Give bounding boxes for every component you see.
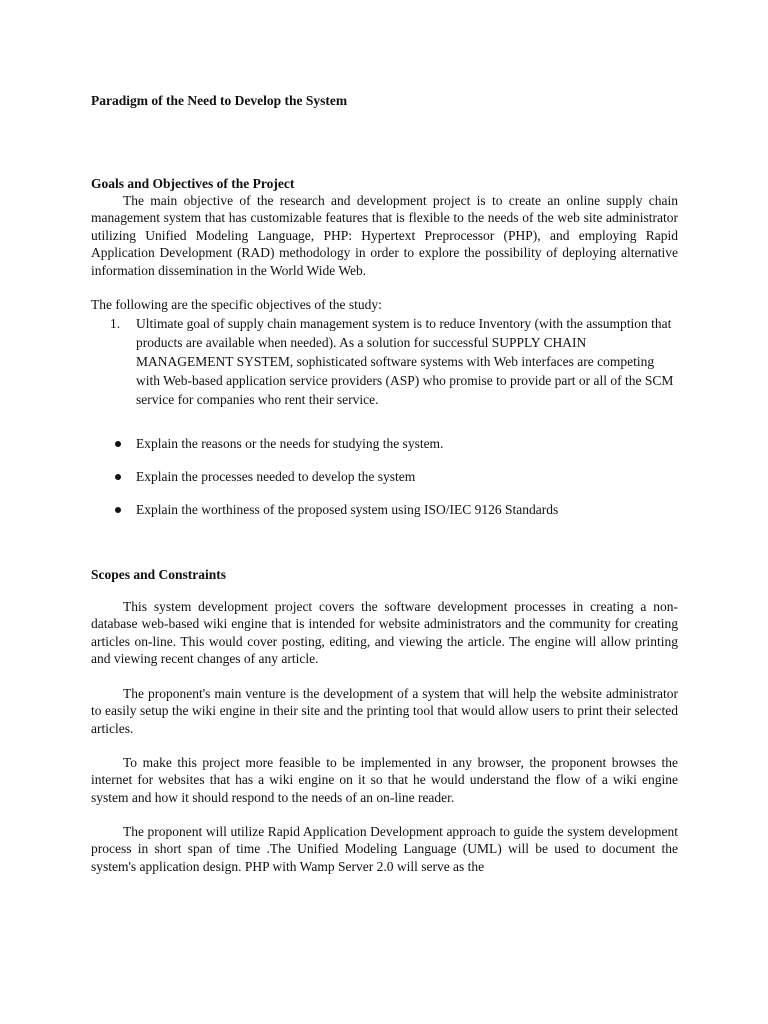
scopes-heading: Scopes and Constraints	[91, 567, 227, 582]
objectives-bullets	[91, 435, 678, 534]
objectives-intro: The following are the specific objectives of the study:	[91, 297, 382, 312]
list-item-text: Explain the reasons or the needs for studying the system.	[136, 436, 444, 451]
list-item	[91, 501, 678, 518]
goals-paragraph: The main objective of the research and development project is to create an online supply chain management system that has customizable features that is flexible to the needs of the web site administrator utilizing Unified Modeling Language, PHP: Hypertext Preprocessor (PHP), and employing Rapid Application Development (RAD) methodology in order to explore the possibility of deploying alternative information dissemination in the World Wide Web.	[91, 193, 678, 278]
bullet-icon	[115, 441, 121, 447]
scopes-paragraph: To make this project more feasible to be implemented in any browser, the proponent browses the internet for websites that has a wiki engine on it so that he would understand the flow of a wiki engine system and how it should respond to the needs of an on-line reader.	[91, 755, 678, 805]
objectives-list	[91, 314, 678, 409]
list-item-text: Explain the processes needed to develop the system	[136, 469, 416, 484]
list-item-text: Explain the worthiness of the proposed system using ISO/IEC 9126 Standards	[136, 502, 559, 517]
scopes-paragraph: The proponent's main venture is the development of a system that will help the website administrator to easily setup the wiki engine in their site and the printing tool that would allow users to print their selected articles.	[91, 686, 678, 736]
list-item	[91, 314, 678, 409]
list-item-text: Ultimate goal of supply chain management system is to reduce Inventory (with the assumption that products are available when needed). As a solution for successful SUPPLY CHAIN MANAGEMENT SYSTEM, sophisticated software systems with Web interfaces are competing with Web-based application service providers (ASP) who promise to provide part or all of the SCM service for companies who rent their service.	[136, 316, 674, 407]
list-item	[91, 468, 678, 485]
bullet-icon	[115, 474, 121, 480]
scopes-paragraph: This system development project covers the software development processes in creating a non-database web-based wiki engine that is intended for website administrators and the community for creating articles on-line. This would cover posting, editing, and viewing the article. The engine will allow printing and viewing recent changes of any article.	[91, 599, 678, 667]
goals-heading: Goals and Objectives of the Project	[91, 176, 295, 191]
bullet-icon	[115, 507, 121, 513]
list-item	[91, 435, 678, 452]
document-title: Paradigm of the Need to Develop the System	[91, 93, 348, 108]
scopes-paragraph: The proponent will utilize Rapid Application Development approach to guide the system development process in short span of time .The Unified Modeling Language (UML) will be used to document the system's application design. PHP with Wamp Server 2.0 will serve as the	[91, 824, 678, 874]
list-item-number: 1.	[110, 316, 121, 331]
